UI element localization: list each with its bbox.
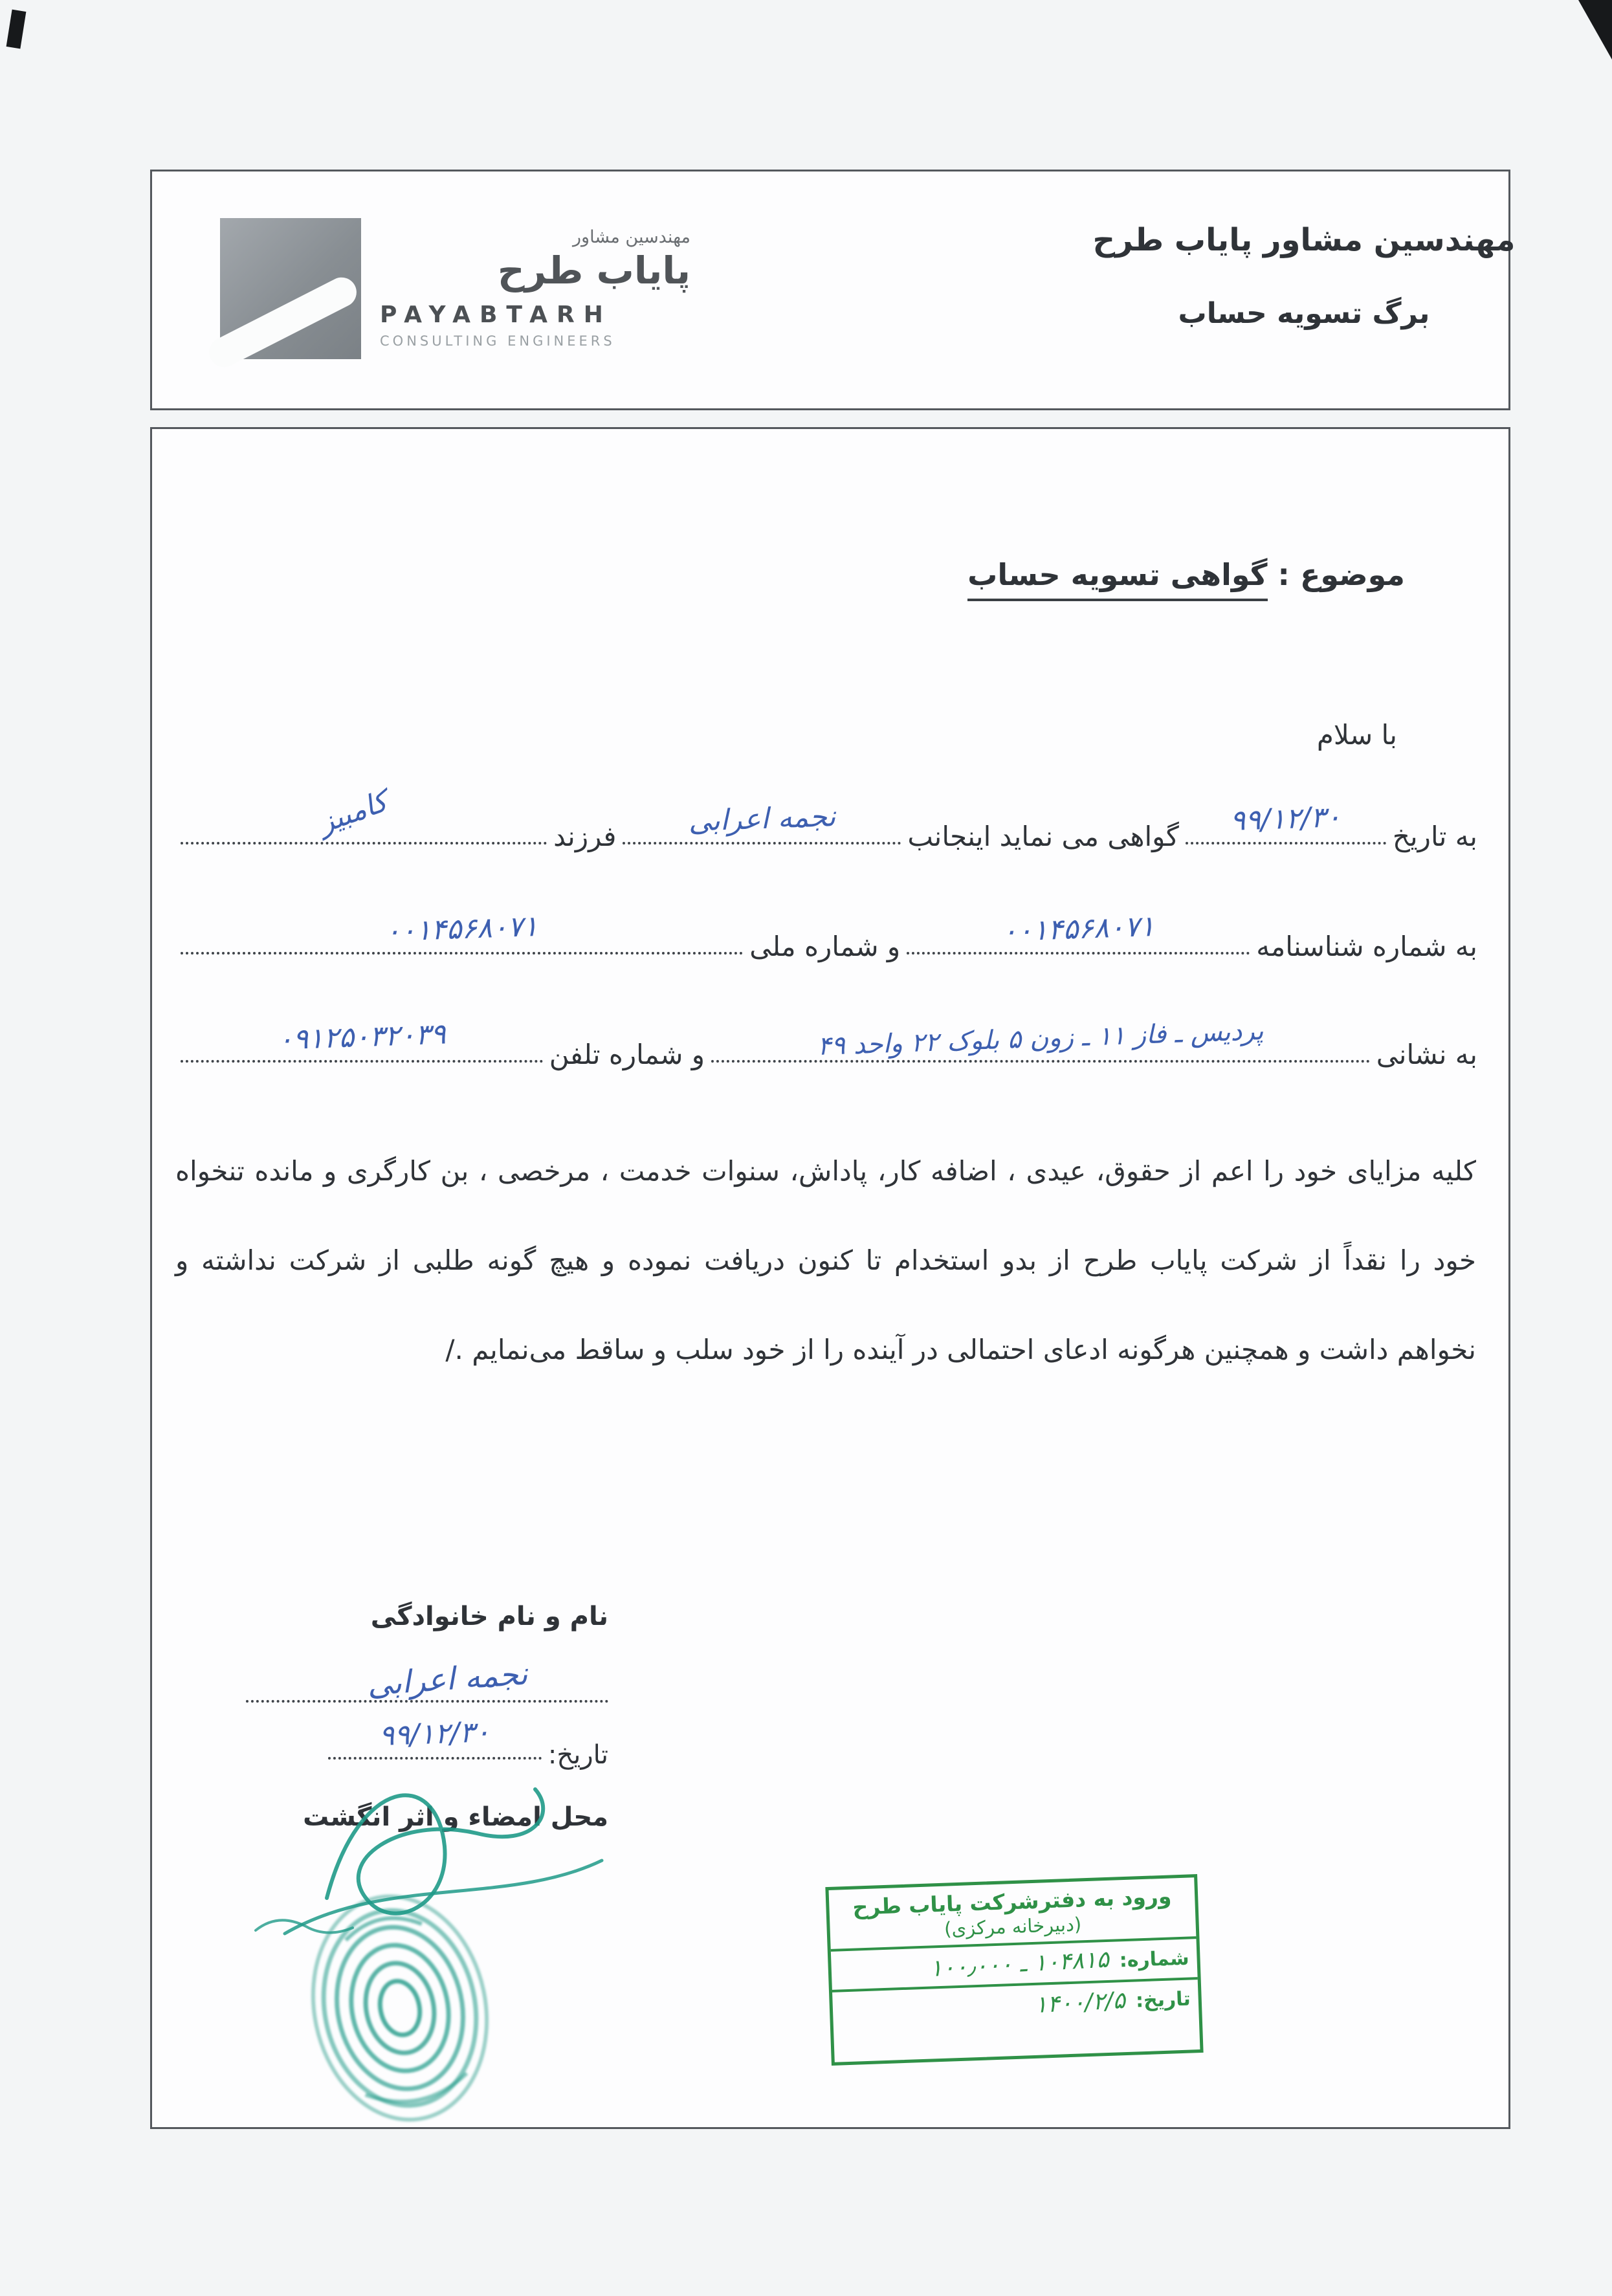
father-field bbox=[181, 784, 547, 844]
subject-line bbox=[967, 557, 1405, 592]
handwritten-father-name: کامبیز bbox=[314, 784, 392, 841]
national-id-label: و شماره ملی bbox=[749, 931, 901, 962]
scan-artifact-top-left bbox=[6, 10, 27, 49]
date-field bbox=[1186, 800, 1386, 844]
fingerprint-mark bbox=[293, 1880, 507, 2136]
letterhead bbox=[150, 170, 1516, 410]
logo-en-name: PAYABTARH bbox=[380, 302, 612, 328]
id-numbers-row bbox=[174, 900, 1477, 965]
handwritten-signature-name: نجمه اعرابی bbox=[366, 1655, 529, 1703]
fullname-label: نام و نام خانوادگی bbox=[370, 1602, 608, 1631]
letter-body bbox=[150, 427, 1510, 2129]
address-field bbox=[711, 1015, 1370, 1063]
handwritten-signature-date: ۹۹/۱۲/۳۰ bbox=[379, 1716, 491, 1752]
scan-artifact-top-right bbox=[1578, 0, 1612, 60]
handwritten-id-card-number: ۰۰۱۴۵۶۸۰۷۱ bbox=[1001, 909, 1156, 949]
letterhead-titles bbox=[1013, 222, 1595, 330]
address-label: به نشانی bbox=[1376, 1039, 1477, 1070]
logo-swoosh-icon bbox=[204, 272, 362, 372]
id-card-field bbox=[907, 909, 1250, 955]
subject-label: موضوع : bbox=[1277, 557, 1405, 592]
subject-value: گواهی تسویه حساب bbox=[967, 557, 1267, 601]
stamp-handwritten-number: ۱۰۴۸۱۵ ـ ۱۰۰٫۰۰۰ bbox=[929, 1946, 1110, 1982]
father-label: فرزند bbox=[553, 821, 617, 852]
phone-field bbox=[181, 1017, 543, 1063]
signature-date-label: تاریخ: bbox=[547, 1740, 608, 1770]
form-title: برگ تسویه حساب bbox=[1178, 297, 1430, 330]
national-id-field bbox=[181, 909, 743, 955]
date-label: به تاریخ bbox=[1392, 821, 1477, 852]
signature-place-label: محل امضاء و اثر انگشت bbox=[303, 1802, 608, 1832]
handwritten-phone: ۰۹۱۲۵۰۳۲۰۳۹ bbox=[277, 1017, 447, 1057]
signature-date-field bbox=[328, 1716, 542, 1760]
stamp-date-label: تاریخ: bbox=[1135, 1987, 1191, 2013]
phone-label: و شماره تلفن bbox=[549, 1039, 705, 1070]
logo-en-subtitle: CONSULTING ENGINEERS bbox=[380, 333, 615, 349]
signature-date-row bbox=[214, 1716, 608, 1770]
stamp-handwritten-date: ۱۴۰۰/۲/۵ bbox=[1033, 1987, 1127, 2019]
settlement-declaration-paragraph: کلیه مزایای خود را اعم از حقوق، عیدی ، اضافه کار، پاداش، سنوات خدمت ، مرخصی ، بن کارگری و مانده تنخواه خود را نقداً از شرکت پایاب طرح از بدو استخدام تا کنون دریافت نموده و هیچ گونه طلبی از شرکت نداشته و نخواهم داشت و همچنین هرگونه ادعای احتمالی در آینده را از خود سلب و ساقط می‌نمایم ./ bbox=[175, 1155, 1476, 1365]
stamp-title: ورود به دفترشرکت پایاب طرح bbox=[852, 1883, 1172, 1920]
stamp-number-label: شماره: bbox=[1119, 1947, 1190, 1972]
name-field bbox=[623, 800, 901, 844]
logo-fa-small: مهندسین مشاور bbox=[573, 227, 690, 247]
office-entry-stamp bbox=[825, 1874, 1203, 2066]
company-logo bbox=[220, 218, 361, 359]
stamp-subtitle: (دبیرخانه مرکزی) bbox=[944, 1913, 1082, 1940]
handwritten-address: پردیس ـ فاز ۱۱ ـ زون ۵ بلوک ۲۲ واحد ۴۹ bbox=[817, 1015, 1264, 1062]
id-card-label: به شماره شناسنامه bbox=[1256, 931, 1477, 962]
logo-fa-large: پایاب طرح bbox=[497, 248, 690, 293]
company-title: مهندسین مشاور پایاب طرح bbox=[1092, 222, 1516, 258]
greeting: با سلام bbox=[1316, 719, 1397, 751]
address-phone-row bbox=[174, 1008, 1477, 1073]
certify-label: گواهی می نماید اینجانب bbox=[907, 821, 1179, 852]
date-name-row bbox=[174, 784, 1477, 855]
handwritten-national-id: ۰۰۱۴۵۶۸۰۷۱ bbox=[384, 909, 539, 949]
fullname-field bbox=[246, 1655, 608, 1703]
handwritten-name: نجمه اعرابی bbox=[687, 800, 837, 838]
handwritten-date: ۹۹/۱۲/۳۰ bbox=[1230, 800, 1342, 837]
signature-block bbox=[214, 1602, 608, 1832]
logo-text-block bbox=[380, 227, 690, 349]
